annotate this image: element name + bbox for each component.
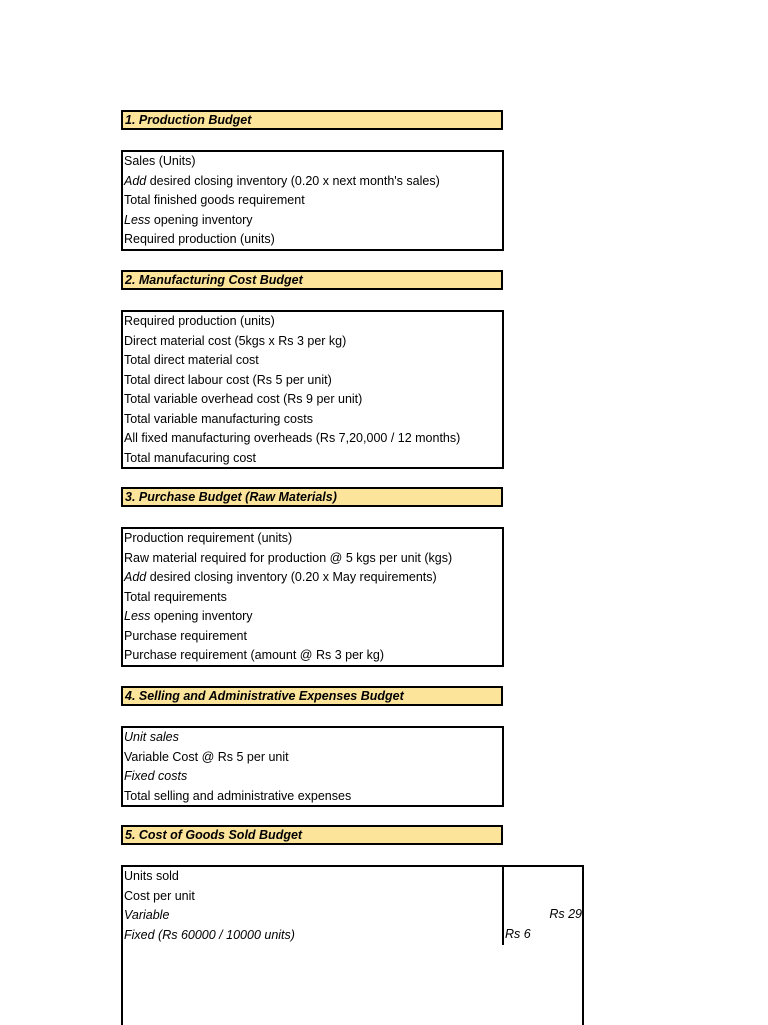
row-label: Raw material required for production @ 5 kgs per unit (kgs) bbox=[124, 550, 453, 565]
section-5-table bbox=[121, 865, 584, 1025]
row-label: desired closing inventory (0.20 x next month's sales) bbox=[146, 173, 440, 188]
row-label: opening inventory bbox=[150, 212, 253, 227]
column-divider bbox=[502, 865, 504, 945]
table-row bbox=[123, 429, 502, 449]
table-row bbox=[123, 410, 502, 430]
row-prefix: Add bbox=[124, 173, 147, 188]
row-label: Total requirements bbox=[124, 589, 227, 604]
section-1-table bbox=[121, 150, 504, 251]
table-row bbox=[123, 748, 502, 768]
table-row bbox=[123, 529, 502, 549]
table-row bbox=[123, 588, 502, 608]
row-label: Fixed (Rs 60000 / 10000 units) bbox=[124, 927, 295, 942]
section-2-table bbox=[121, 310, 504, 469]
table-row bbox=[123, 371, 502, 391]
table-row bbox=[123, 152, 502, 172]
row-label: opening inventory bbox=[150, 609, 253, 623]
row-label: Fixed costs bbox=[124, 769, 188, 783]
row-label: Variable bbox=[124, 908, 170, 922]
row-label: Total direct labour cost (Rs 5 per unit) bbox=[124, 372, 332, 387]
table-row bbox=[123, 211, 502, 231]
table-row bbox=[123, 728, 502, 748]
row-label: Units sold bbox=[124, 869, 179, 883]
section-4-table bbox=[121, 726, 504, 807]
section-5-title: 5. Cost of Goods Sold Budget bbox=[121, 825, 503, 845]
table-row bbox=[123, 449, 502, 469]
table-row bbox=[123, 568, 502, 588]
table-row bbox=[123, 867, 500, 887]
table-row bbox=[123, 172, 502, 192]
section-2-title: 2. Manufacturing Cost Budget bbox=[121, 270, 503, 290]
section-3-table bbox=[121, 527, 504, 667]
table-row bbox=[123, 312, 502, 332]
section-3-title: 3. Purchase Budget (Raw Materials) bbox=[121, 487, 503, 507]
variable-cost-value: Rs 29 bbox=[549, 907, 582, 921]
table-row bbox=[123, 767, 502, 787]
row-label: Total direct material cost bbox=[124, 353, 259, 367]
row-label: Sales (Units) bbox=[124, 154, 196, 168]
row-prefix: Less bbox=[124, 609, 151, 623]
row-label: Total finished goods requirement bbox=[124, 193, 305, 207]
row-prefix: Add bbox=[124, 570, 147, 584]
row-label: Variable Cost @ Rs 5 per unit bbox=[124, 749, 289, 764]
row-prefix: Less bbox=[124, 212, 151, 227]
table-row bbox=[123, 627, 502, 647]
row-label: Direct material cost (5kgs x Rs 3 per kg) bbox=[124, 333, 347, 348]
section-1-title: 1. Production Budget bbox=[121, 110, 503, 130]
table-row bbox=[123, 230, 502, 250]
table-row bbox=[123, 787, 502, 807]
row-label: Total variable overhead cost (Rs 9 per unit) bbox=[124, 392, 363, 406]
table-row bbox=[123, 351, 502, 371]
row-label: Unit sales bbox=[124, 730, 179, 744]
table-row bbox=[123, 607, 502, 627]
row-label: Required production (units) bbox=[124, 232, 275, 246]
row-label: Required production (units) bbox=[124, 314, 275, 328]
row-label: Production requirement (units) bbox=[124, 531, 293, 545]
table-row bbox=[123, 926, 500, 946]
row-label: Purchase requirement (amount @ Rs 3 per kg) bbox=[124, 648, 385, 662]
table-row bbox=[123, 549, 502, 569]
table-row bbox=[123, 906, 500, 926]
table-row bbox=[123, 887, 500, 907]
row-label: Purchase requirement bbox=[124, 628, 247, 643]
table-row bbox=[123, 646, 502, 666]
table-row bbox=[123, 191, 502, 211]
row-label: All fixed manufacturing overheads (Rs 7,20,000 / 12 months) bbox=[124, 431, 461, 445]
row-label: desired closing inventory (0.20 x May requirements) bbox=[146, 570, 437, 584]
table-row bbox=[123, 332, 502, 352]
row-label: Total variable manufacturing costs bbox=[124, 411, 313, 426]
table-row bbox=[123, 390, 502, 410]
row-label: Total selling and administrative expenses bbox=[124, 788, 352, 803]
fixed-cost-value: Rs 6 bbox=[505, 927, 531, 941]
section-4-title: 4. Selling and Administrative Expenses Budget bbox=[121, 686, 503, 706]
row-label: Cost per unit bbox=[124, 888, 195, 903]
row-label: Total manufacuring cost bbox=[124, 450, 257, 465]
